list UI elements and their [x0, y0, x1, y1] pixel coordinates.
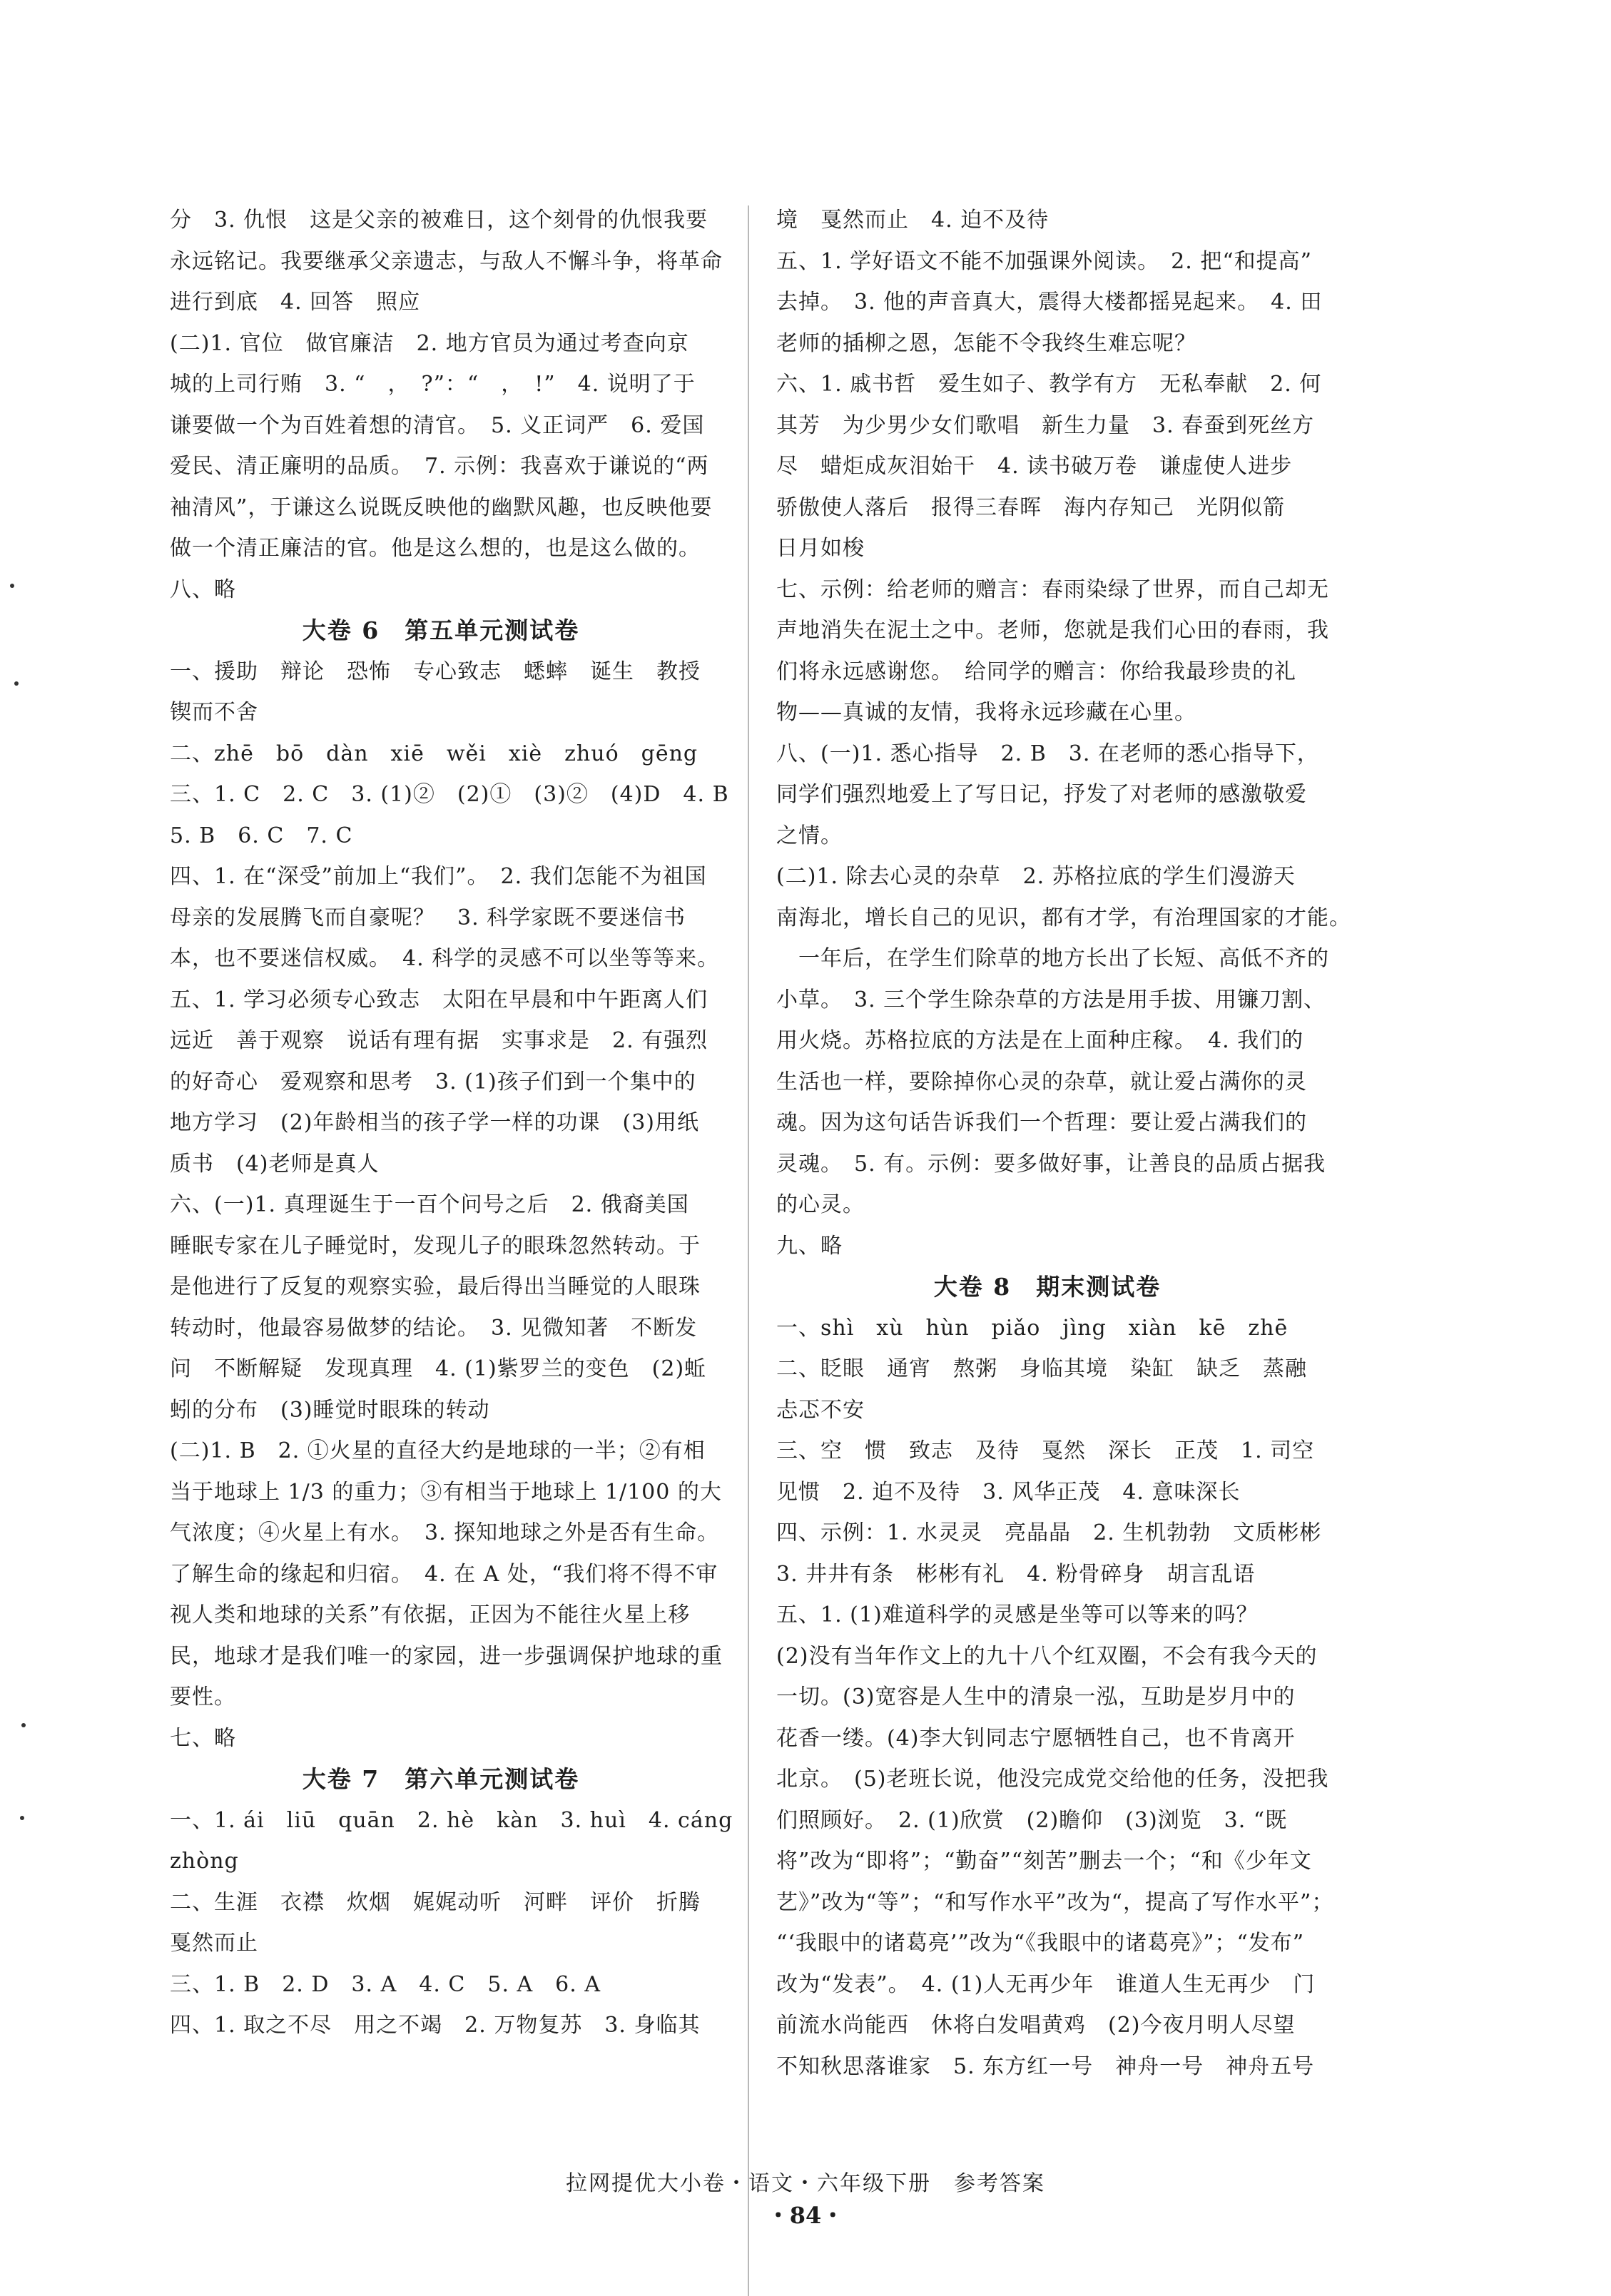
- answer-line: 同学们强烈地爱上了写日记，抒发了对老师的感激敬爱: [776, 782, 1307, 807]
- answer-line: 尽 蜡炬成灰泪始干 4. 读书破万卷 谦虚使人进步: [776, 454, 1293, 479]
- answer-line: 六、(一)1. 真理诞生于一百个问号之后 2. 俄裔美国: [170, 1192, 689, 1217]
- answer-line: 不知秋思落谁家 5. 东方红一号 神舟一号 神舟五号: [776, 2053, 1315, 2079]
- answer-line: (2)没有当年作文上的九十八个红双圈，不会有我今天的: [776, 1643, 1318, 1669]
- answer-line: 去掉。 3. 他的声音真大，震得大楼都摇晃起来。 4. 田: [776, 290, 1323, 315]
- answer-line: 地方学习 (2)年龄相当的孩子学一样的功课 (3)用纸: [170, 1110, 699, 1135]
- answer-line: 小草。 3. 三个学生除杂草的方法是用手拔、用镰刀割、: [776, 987, 1326, 1012]
- section-heading-unit6-test: 大卷 7 第六单元测试卷: [302, 1765, 580, 1793]
- answer-line: 袖清风”，于谦这么说既反映他的幽默风趣，也反映他要: [170, 494, 713, 520]
- page-number: ・84・: [766, 2202, 845, 2229]
- answer-line: 三、1. B 2. D 3. A 4. C 5. A 6. A: [170, 1971, 601, 1997]
- answer-line: 做一个清正廉洁的官。他是这么想的，也是这么做的。: [170, 536, 701, 561]
- answer-line: 南海北，增长自己的见识，都有才学，有治理国家的才能。: [776, 905, 1351, 930]
- answer-line: 生活也一样，要除掉你心灵的杂草，就让爱占满你的灵: [776, 1069, 1307, 1094]
- left-answer-column: [170, 200, 733, 2046]
- answer-line: 视人类和地球的关系”有依据，正因为不能往火星上移: [170, 1602, 691, 1627]
- answer-line: 艺》”改为“等”；“和写作水平”改为“，提高了写作水平”；: [776, 1889, 1334, 1915]
- answer-line: 蚓的分布 (3)睡觉时眼珠的转动: [170, 1397, 490, 1423]
- answer-line: 3. 井井有条 彬彬有礼 4. 粉骨碎身 胡言乱语: [776, 1561, 1256, 1587]
- section-heading-unit5-test: 大卷 6 第五单元测试卷: [302, 616, 580, 644]
- answer-line: 二、生涯 衣襟 炊烟 娓娓动听 河畔 评价 折腾: [170, 1889, 701, 1915]
- answer-line: 灵魂。 5. 有。示例：要多做好事，让善良的品质占据我: [776, 1151, 1326, 1177]
- answer-line: 五、1. 学习必须专心致志 太阳在早晨和中午距离人们: [170, 987, 708, 1012]
- answer-line: 忐忑不安: [776, 1397, 865, 1423]
- answer-line: 将”改为“即将”；“勤奋”“刻苦”删去一个；“和《少年文: [776, 1849, 1312, 1874]
- answer-line: 锲而不舍: [170, 700, 258, 725]
- answer-line: zhòng: [170, 1849, 239, 1874]
- section-heading-final-test: 大卷 8 期末测试卷: [933, 1273, 1162, 1301]
- answer-line: 物——真诚的友情，我将永远珍藏在心里。: [776, 700, 1196, 725]
- answer-line: 一年后，在学生们除草的地方长出了长短、高低不齐的: [776, 946, 1329, 971]
- answer-line: (二)1. 官位 做官廉洁 2. 地方官员为通过考查向京: [170, 330, 689, 356]
- answer-line: 九、略: [776, 1233, 843, 1259]
- answer-line: 北京。 (5)老班长说，他没完成党交给他的任务，没把我: [776, 1767, 1329, 1792]
- scan-speck: [21, 1723, 26, 1727]
- answer-line: 四、1. 在“深受”前加上“我们”。 2. 我们怎能不为祖国: [170, 864, 707, 889]
- answer-line: 的好奇心 爱观察和思考 3. (1)孩子们到一个集中的: [170, 1069, 696, 1094]
- answer-line: 七、示例：给老师的赠言：春雨染绿了世界，而自己却无: [776, 576, 1329, 602]
- answer-line: 六、1. 戚书哲 爱生如子、教学有方 无私奉献 2. 何: [776, 372, 1322, 397]
- answer-line: 当于地球上 1/3 的重力；③有相当于地球上 1/100 的大: [170, 1479, 722, 1505]
- column-divider: [748, 205, 749, 2296]
- answer-line: 谦要做一个为百姓着想的清官。 5. 义正词严 6. 爱国: [170, 412, 705, 438]
- answer-line: 前流水尚能西 休将白发唱黄鸡 (2)今夜月明人尽望: [776, 2013, 1296, 2038]
- answer-line: 见惯 2. 迫不及待 3. 风华正茂 4. 意味深长: [776, 1479, 1241, 1505]
- answer-line: 五、1. (1)难道科学的灵感是坐等可以等来的吗？: [776, 1602, 1259, 1627]
- answer-line: 骄傲使人落后 报得三春晖 海内存知己 光阴似箭: [776, 494, 1285, 520]
- answer-line: 5. B 6. C 7. C: [170, 823, 353, 848]
- answer-line: 其芳 为少男少女们歌唱 新生力量 3. 春蚕到死丝方: [776, 412, 1315, 438]
- answer-line: 问 不断解疑 发现真理 4. (1)紫罗兰的变色 (2)蚯: [170, 1356, 707, 1381]
- answer-line: 要性。: [170, 1685, 236, 1710]
- answer-line: 三、空 惯 致志 及待 戛然 深长 正茂 1. 司空: [776, 1438, 1315, 1463]
- right-answer-column: [776, 200, 1351, 2087]
- answer-line: 的心灵。: [776, 1192, 865, 1217]
- answer-line: 们将永远感谢您。 给同学的赠言：你给我最珍贵的礼: [776, 659, 1296, 684]
- answer-line: 睡眠专家在儿子睡觉时，发现儿子的眼珠忽然转动。于: [170, 1233, 701, 1259]
- answer-line: 花香一缕。(4)李大钊同志宁愿牺牲自己，也不肯离开: [776, 1725, 1296, 1751]
- answer-line: 远近 善于观察 说话有理有据 实事求是 2. 有强烈: [170, 1028, 708, 1053]
- scan-speck: [20, 1816, 24, 1820]
- answer-line: (二)1. B 2. ①火星的直径大约是地球的一半；②有相: [170, 1438, 706, 1463]
- answer-line: 爱民、清正廉明的品质。 7. 示例：我喜欢于谦说的“两: [170, 454, 709, 479]
- answer-line: 八、(一)1. 悉心指导 2. B 3. 在老师的悉心指导下，: [776, 741, 1319, 766]
- answer-line: 声地消失在泥土之中。老师，您就是我们心田的春雨，我: [776, 618, 1329, 643]
- answer-line: 质书 (4)老师是真人: [170, 1151, 380, 1177]
- answer-line: 城的上司行贿 3. “ ， ?”：“ ， !” 4. 说明了于: [170, 372, 696, 397]
- answer-line: 气浓度；④火星上有水。 3. 探知地球之外是否有生命。: [170, 1520, 720, 1545]
- answer-line: 用火烧。苏格拉底的方法是在上面种庄稼。 4. 我们的: [776, 1028, 1304, 1053]
- answer-line: 一、援助 辩论 恐怖 专心致志 蟋蟀 诞生 教授: [170, 659, 701, 684]
- answer-line: 四、示例：1. 水灵灵 亮晶晶 2. 生机勃勃 文质彬彬: [776, 1520, 1322, 1545]
- answer-line: 分 3. 仇恨 这是父亲的被难日，这个刻骨的仇恨我要: [170, 208, 708, 233]
- answer-line: 之情。: [776, 823, 843, 848]
- answer-line: 二、zhē bō dàn xiē wěi xiè zhuó gēng: [170, 741, 698, 766]
- answer-line: 是他进行了反复的观察实验，最后得出当睡觉的人眼珠: [170, 1274, 701, 1299]
- answer-line: (二)1. 除去心灵的杂草 2. 苏格拉底的学生们漫游天: [776, 864, 1296, 889]
- answer-line: 本，也不要迷信权威。 4. 科学的灵感不可以坐等等来。: [170, 946, 720, 971]
- answer-line: 境 戛然而止 4. 迫不及待: [776, 208, 1050, 233]
- answer-line: 一、shì xù hùn piǎo jìng xiàn kē zhē: [776, 1315, 1289, 1341]
- page-footer: [0, 2169, 1611, 2232]
- footer-book-title: 拉网提优大小卷・语文・六年级下册 参考答案: [566, 2171, 1045, 2196]
- answer-line: 四、1. 取之不尽 用之不竭 2. 万物复苏 3. 身临其: [170, 2013, 701, 2038]
- answer-line: 们照顾好。 2. (1)欣赏 (2)瞻仰 (3)浏览 3. “既: [776, 1807, 1288, 1833]
- answer-line: 民，地球才是我们唯一的家园，进一步强调保护地球的重: [170, 1643, 723, 1669]
- answer-line: 老师的插柳之恩，怎能不令我终生难忘呢？: [776, 330, 1196, 356]
- answer-line: 转动时，他最容易做梦的结论。 3. 见微知著 不断发: [170, 1315, 698, 1341]
- scan-speck: [14, 681, 19, 686]
- answer-line: 三、1. C 2. C 3. (1)② (2)① (3)② (4)D 4. B: [170, 782, 729, 807]
- scan-speck: [10, 584, 14, 588]
- answer-line: 二、眨眼 通宵 熬粥 身临其境 染缸 缺乏 蒸融: [776, 1356, 1307, 1381]
- answer-line: 五、1. 学好语文不能不加强课外阅读。 2. 把“和提高”: [776, 248, 1312, 274]
- answer-line: 一切。(3)宽容是人生中的清泉一泓，互助是岁月中的: [776, 1685, 1296, 1710]
- answer-line: 八、略: [170, 576, 236, 602]
- answer-line: 戛然而止: [170, 1931, 258, 1956]
- answer-line: 永远铭记。我要继承父亲遗志，与敌人不懈斗争，将革命: [170, 248, 723, 274]
- answer-line: 七、略: [170, 1725, 236, 1751]
- answer-line: 进行到底 4. 回答 照应: [170, 290, 421, 315]
- answer-line: 改为“发表”。 4. (1)人无再少年 谁道人生无再少 门: [776, 1971, 1316, 1997]
- answer-line: 魂。因为这句话告诉我们一个哲理：要让爱占满我们的: [776, 1110, 1307, 1135]
- answer-line: 了解生命的缘起和归宿。 4. 在 A 处，“我们将不得不审: [170, 1561, 718, 1587]
- answer-line: 母亲的发展腾飞而自豪呢？ 3. 科学家既不要迷信书: [170, 905, 686, 930]
- answer-line: 一、1. ái liū quān 2. hè kàn 3. huì 4. cáng: [170, 1807, 733, 1833]
- answer-line: “‘我眼中的诸葛亮’”改为“《我眼中的诸葛亮》”；“发布”: [776, 1931, 1305, 1956]
- answer-line: 日月如梭: [776, 536, 865, 561]
